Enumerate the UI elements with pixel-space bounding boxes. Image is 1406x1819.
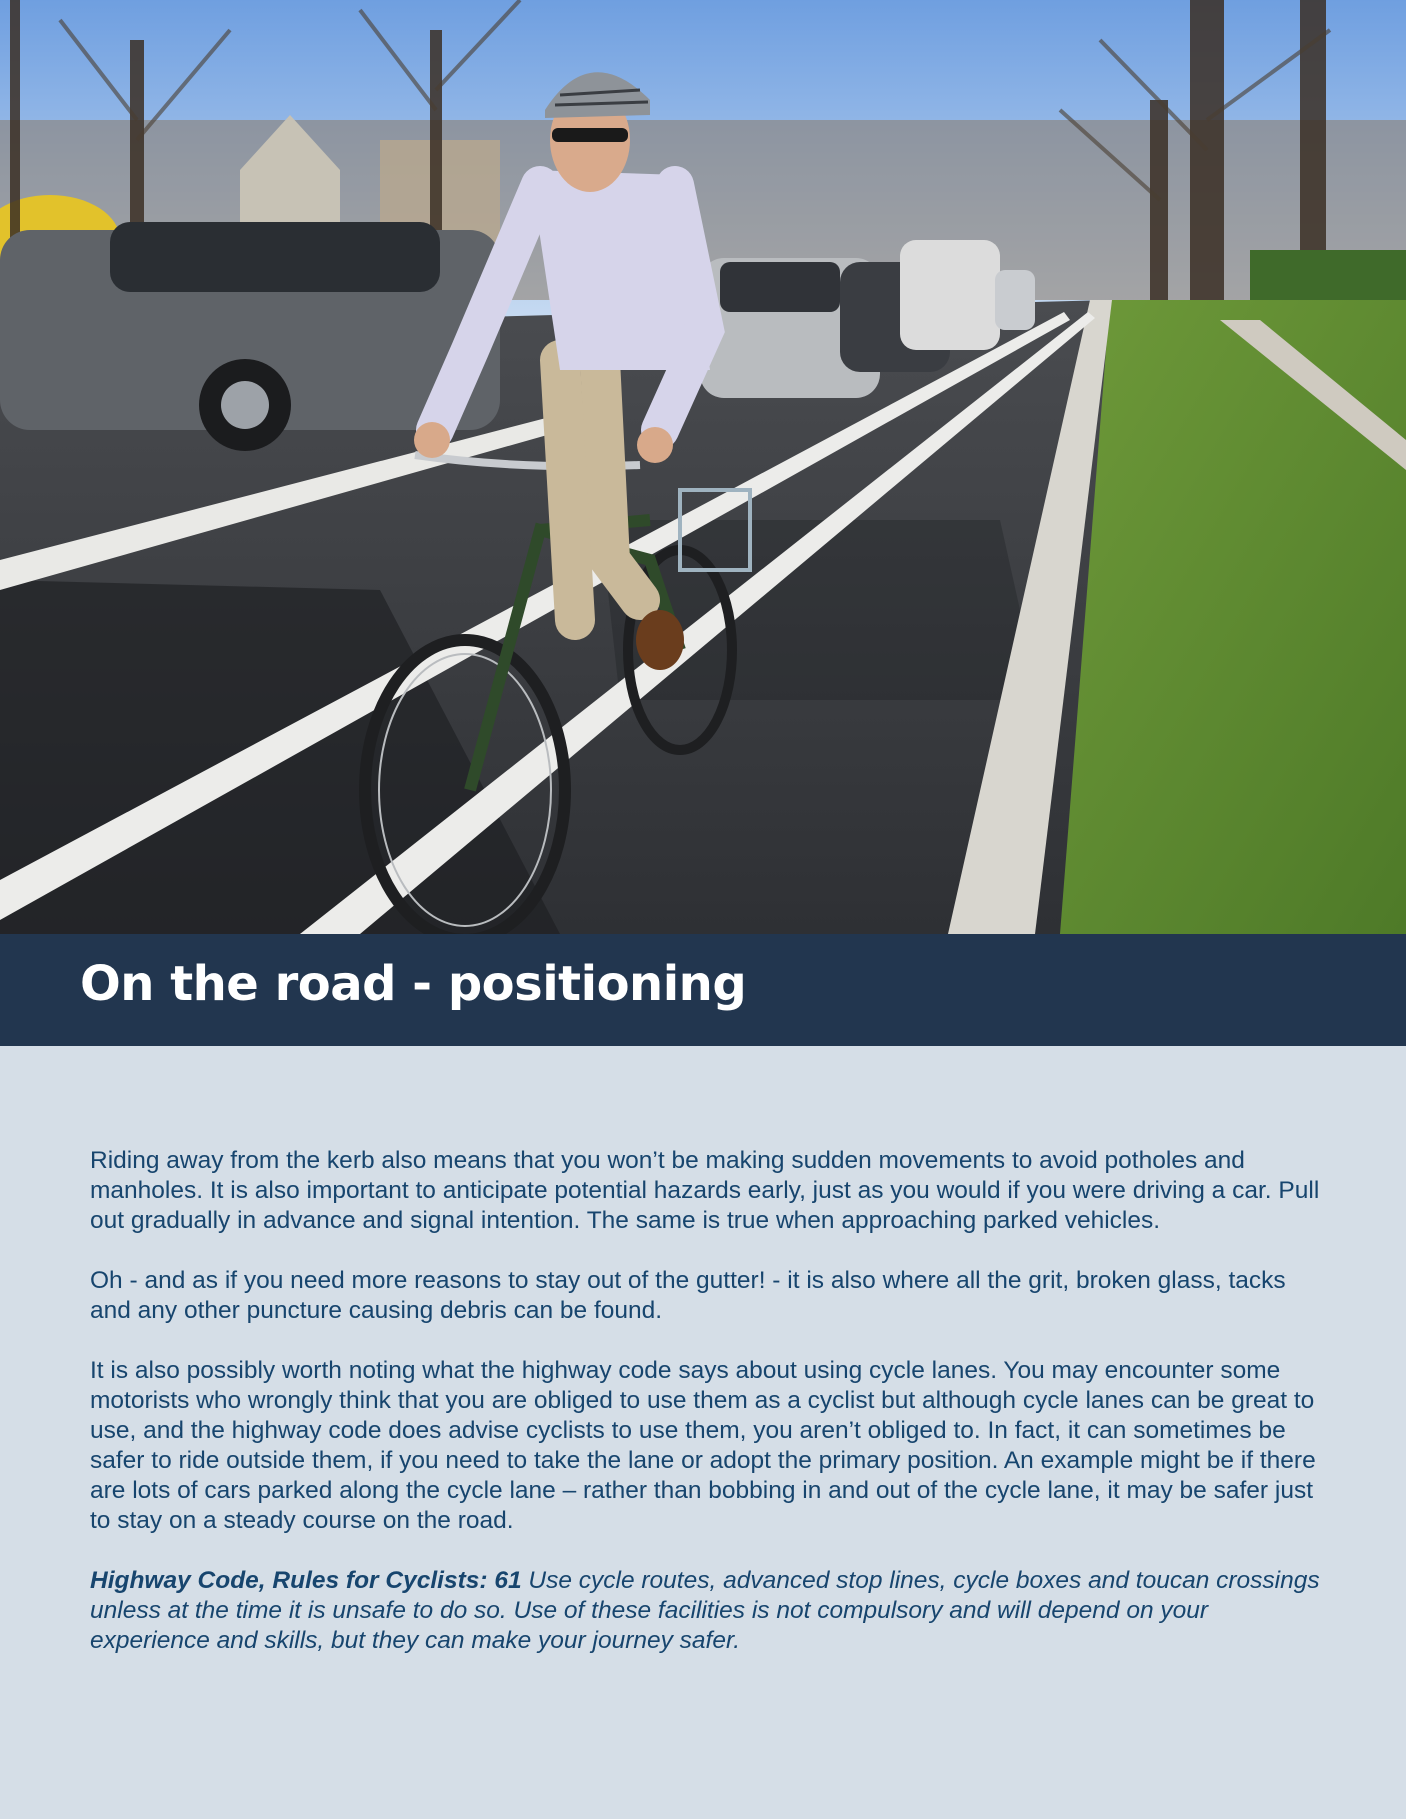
paragraph-gutter-debris: Oh - and as if you need more reasons to stay out of the gutter! - it is also where all the grit, broken glass, tacks and any other puncture causing debris can be found. (90, 1267, 1286, 1324)
page-title: On the road - positioning (80, 956, 747, 1012)
paragraph-cycle-lanes: It is also possibly worth noting what the highway code says about using cycle lanes. You may encounter some motorists who wrongly think that you are obliged to use them as a cyclist but although cycle lanes can be great to use, and the highway code does advise cyclists to use them, you aren’t obliged to. In fact, it can sometimes be safer to ride outside them, if you need to take the lane or adopt the primary position. An example might be if there are lots of cars parked along the cycle lane – rather than bobbing in and out of the cycle lane, it may be safer just to stay on a steady course on the road. (90, 1357, 1316, 1534)
highway-code-quote (90, 1566, 1320, 1656)
paragraph-kerb-positioning: Riding away from the kerb also means that you won’t be making sudden movements to avoid potholes and manholes. It is also important to anticipate potential hazards early, just as you would if you were driving a car. Pull out gradually in advance and signal intention. The same is true when approaching parked vehicles. (90, 1147, 1320, 1234)
body-text (90, 1146, 1320, 1686)
highway-code-quote-label: Highway Code, Rules for Cyclists: 61 (90, 1567, 522, 1594)
title-bar (0, 934, 1406, 1046)
highway-code-quote-text: Use cycle routes, advanced stop lines, cycle boxes and toucan crossings unless at the time it is unsafe to do so. Use of these facilities is not compulsory and will depend on your experience and skills, but they can make your journey safer. (90, 1567, 1320, 1654)
